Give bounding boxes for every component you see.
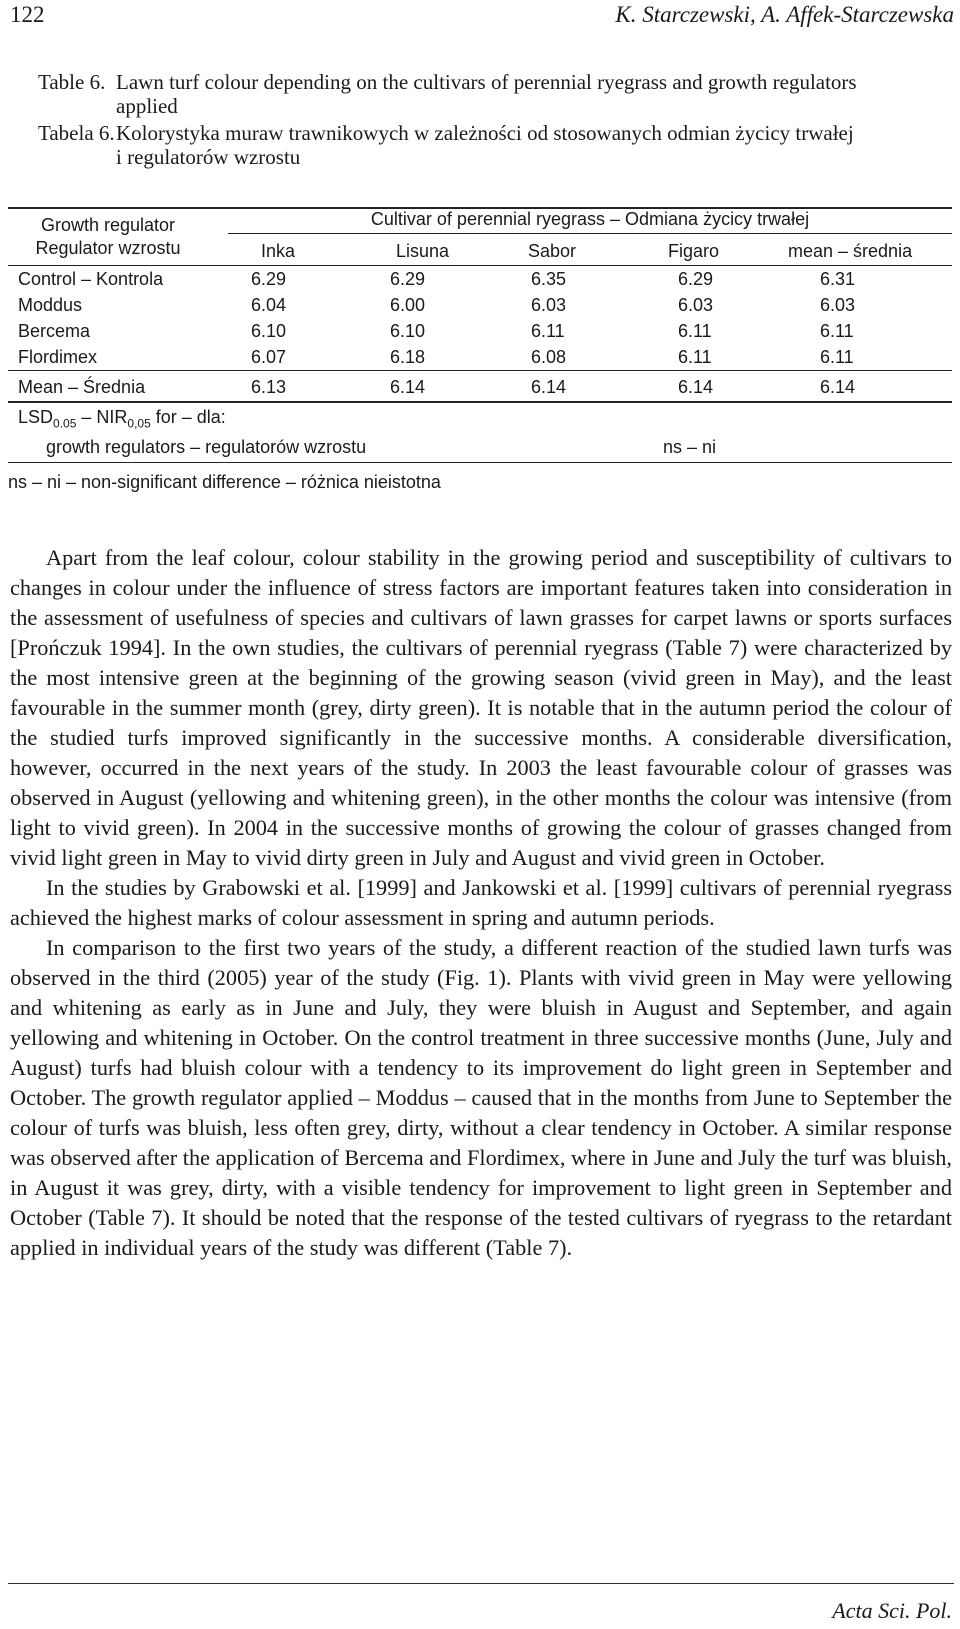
page-number: 122 (10, 2, 45, 27)
group-header-rule (228, 233, 952, 234)
row-label: Mean – Średnia (18, 377, 146, 397)
cell: 6.03 (678, 295, 714, 315)
lsd-row-label: growth regulators – regulatorów wzrostu (46, 437, 367, 457)
caption-en-text: Lawn turf colour depending on the cultivars of perennial ryegrass and growth regulators (116, 70, 857, 94)
cell: 6.11 (531, 321, 565, 341)
cell: 6.29 (678, 269, 714, 289)
cell: 6.03 (531, 295, 567, 315)
cell: 6.29 (390, 269, 426, 289)
cell: 6.29 (251, 269, 287, 289)
col-header-mean: mean – średnia (788, 241, 913, 261)
cell: 6.14 (678, 377, 714, 397)
table-bottom-rule (8, 462, 952, 463)
footer-rule (8, 1583, 954, 1584)
cell: 6.10 (390, 321, 426, 341)
paragraph: In the studies by Grabowski et al. [1999] and Jankowski et al. [1999] cultivars of perennial ryegrass achieved the highest marks of colour assessment in spring and autumn periods. (10, 875, 952, 930)
cell: 6.03 (820, 295, 856, 315)
col-header-sabor: Sabor (528, 241, 577, 261)
lsd-label: $LSD_{0.05} - NIR_{0,05}$ for – dla: (18, 407, 226, 431)
row-label: Moddus (18, 295, 83, 315)
col-header-figaro: Figaro (668, 241, 720, 261)
cell: 6.11 (820, 347, 854, 367)
col-header-lisuna: Lisuna (396, 241, 450, 261)
paragraph: In comparison to the first two years of the study, a different reaction of the studied lawn turfs was observed in the third (2005) year of the study (Fig. 1). Plants with vivid green in May were yellowing and whitening as early as in June and July, they were bluish in August and September, and again yellowing and whitening in October. On the control treatment in three successive months (June, July and August) turfs had bluish colour with a tendency to its improvement do light green in September and October. The growth regulator applied – Moddus – caused that in the months from June to September the colour of turfs was bluish, less often grey, dirty, without a clear tendency in October. A similar response was observed after the application of Bercema and Flordimex, where in June and July the turf was bluish, in August it was grey, dirty, with a visible tendency for improvement to light green in September and October (Table 7). It should be noted that the response of the tested cultivars of ryegrass to the retardant applied in individual years of the study was different (Table 7). (10, 935, 952, 1260)
cell: 6.31 (820, 269, 856, 289)
lsd-row-value: ns – ni (663, 437, 717, 457)
header-bottom-rule (8, 265, 952, 266)
col-header-inka: Inka (261, 241, 296, 261)
cell: 6.13 (251, 377, 287, 397)
cell: 6.35 (531, 269, 567, 289)
cell: 6.11 (678, 347, 712, 367)
cell: 6.04 (251, 295, 287, 315)
cell: 6.00 (390, 295, 426, 315)
caption-en-lead: Table 6. (38, 70, 106, 94)
cell: 6.10 (251, 321, 287, 341)
caption-en-cont: applied (116, 94, 178, 118)
caption-pl-lead: Tabela 6. (38, 121, 115, 145)
row-label: Flordimex (18, 347, 98, 367)
cell: 6.14 (390, 377, 426, 397)
running-header-authors: K. Starczewski, A. Affek-Starczewska (615, 2, 954, 27)
caption-pl-cont: i regulatorów wzrostu (116, 145, 301, 169)
group-header: Cultivar of perennial ryegrass – Odmiana życicy trwałej (370, 209, 810, 229)
cell: 6.07 (251, 347, 287, 367)
paragraph: Apart from the leaf colour, colour stability in the growing period and susceptibility of cultivars to changes in colour under the influence of stress factors are important features taken into consideration in the assessment of usefulness of species and cultivars of lawn grasses for carpet lawns or sports surfaces [Prończuk 1994]. In the own studies, the cultivars of perennial ryegrass (Table 7) were characterized by the most intensive green at the beginning of the growing season (vivid green in May), and the least favourable in the summer month (grey, dirty green). It is notable that in the autumn period the colour of the studied turfs improved significantly in the successive months. A considerable diversification, however, occurred in the next years of the study. In 2003 the least favourable colour of grasses was observed in August (yellowing and whitening green), in the other months the colour was intensive (from light to vivid green). In 2004 in the successive months of growing the colour of grasses changed from vivid light green in May to vivid dirty green in July and August and vivid green in October. (10, 545, 952, 870)
table-caption-pl (38, 121, 948, 169)
table-caption-en (38, 70, 948, 118)
mean-top-rule (8, 370, 952, 371)
cell: 6.08 (531, 347, 567, 367)
cell: 6.11 (820, 321, 854, 341)
row-label: Bercema (18, 321, 91, 341)
caption-pl-text: Kolorystyka muraw trawnikowych w zależności od stosowanych odmian życicy trwałej (116, 121, 854, 145)
footer-journal: Acta Sci. Pol. (832, 1598, 952, 1623)
row-header-en: Growth regulator (40, 215, 176, 235)
cell: 6.14 (820, 377, 856, 397)
table-footnote: ns – ni – non-significant difference – różnica nieistotna (8, 472, 441, 492)
cell: 6.11 (678, 321, 712, 341)
row-label: Control – Kontrola (18, 269, 164, 289)
mean-bottom-rule (8, 401, 952, 403)
body-text (10, 543, 952, 1263)
cell: 6.14 (531, 377, 567, 397)
row-header-pl: Regulator wzrostu (35, 238, 181, 258)
cell: 6.18 (390, 347, 426, 367)
